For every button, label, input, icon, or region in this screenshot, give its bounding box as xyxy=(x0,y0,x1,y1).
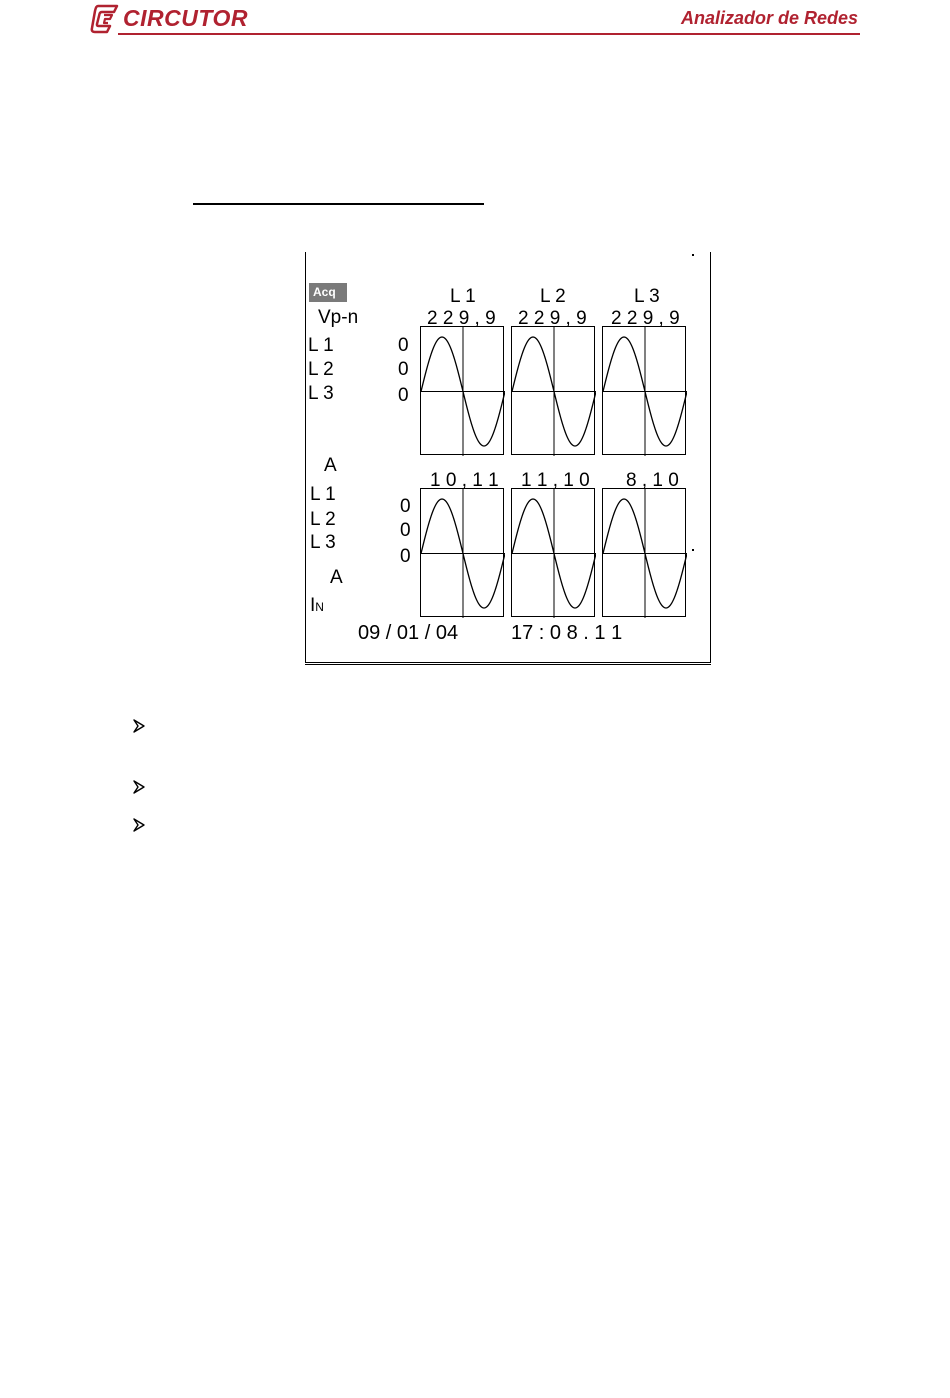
voltage-row-value: 0 xyxy=(398,359,409,380)
header-divider xyxy=(118,33,860,35)
voltage-row-value: 0 xyxy=(398,335,409,356)
voltage-row-label: L 2 xyxy=(308,359,334,380)
arrow-bullet-icon xyxy=(131,779,147,795)
screen-time: 17 : 0 8 . 1 1 xyxy=(511,622,623,644)
section-heading-underline xyxy=(193,203,484,205)
voltage-value-l1: 2 2 9 , 9 xyxy=(427,308,496,329)
current-row-value: 0 xyxy=(400,546,411,567)
voltage-row-label: L 3 xyxy=(308,383,334,404)
phase-header-l1: L 1 xyxy=(450,286,476,307)
circutor-logo xyxy=(90,2,260,36)
arrow-bullet-icon xyxy=(131,718,147,734)
phase-header-l3: L 3 xyxy=(634,286,660,307)
circutor-logo-icon xyxy=(90,2,124,36)
current-waveform-l2 xyxy=(511,488,595,617)
voltage-waveform-l1 xyxy=(420,326,504,455)
voltage-value-l2: 2 2 9 , 9 xyxy=(518,308,587,329)
acq-badge: Acq xyxy=(309,283,347,302)
screen-bottom-border xyxy=(305,662,711,665)
voltage-waveform-l3 xyxy=(602,326,686,455)
current-waveform-l3 xyxy=(602,488,686,617)
arrow-bullet-icon xyxy=(131,817,147,833)
current-waveform-l1 xyxy=(420,488,504,617)
current-unit-label: A xyxy=(324,455,337,476)
document-title: Analizador de Redes xyxy=(680,8,858,28)
voltage-row-label: L 1 xyxy=(308,335,334,356)
current-value-l1: 1 0 , 1 1 xyxy=(430,470,499,491)
current-value-l3: 8 , 1 0 xyxy=(626,470,679,491)
current-row-value: 0 xyxy=(400,520,411,541)
voltage-unit-label: Vp-n xyxy=(318,307,359,328)
neutral-current-label: IN xyxy=(310,595,324,616)
screen-dot xyxy=(692,254,694,256)
voltage-waveform-l2 xyxy=(511,326,595,455)
current-row-label: L 2 xyxy=(310,509,336,530)
current-row-value: 0 xyxy=(400,496,411,517)
current-value-l2: 1 1 , 1 0 xyxy=(521,470,590,491)
voltage-row-value: 0 xyxy=(398,385,409,406)
current-row-label: L 3 xyxy=(310,532,336,553)
neutral-unit-label: A xyxy=(330,567,343,588)
voltage-value-l3: 2 2 9 , 9 xyxy=(611,308,680,329)
screen-date: 09 / 01 / 04 xyxy=(358,622,459,644)
phase-header-l2: L 2 xyxy=(540,286,566,307)
screen-dot xyxy=(692,549,694,551)
current-row-label: L 1 xyxy=(310,484,336,505)
logo-wordmark: CIRCUTOR xyxy=(123,5,248,31)
